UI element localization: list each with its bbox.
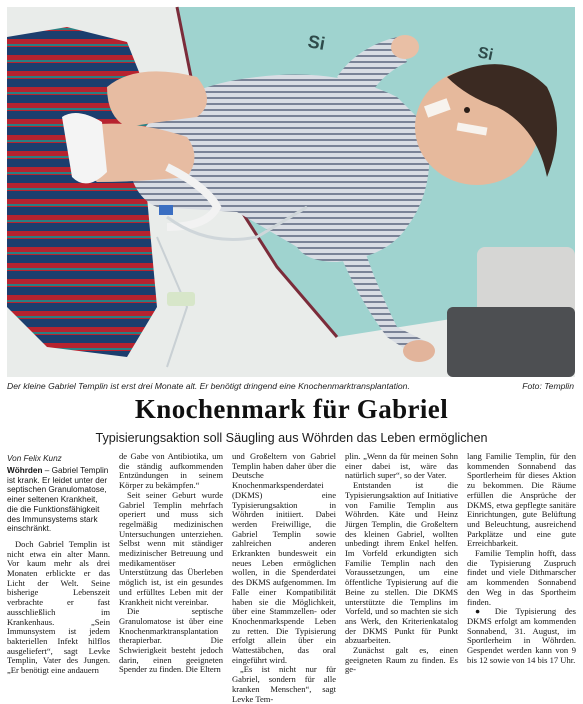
article-column-2: [119, 451, 223, 675]
column-2-paragraph-2: Seit seiner Geburt wurde Gabriel Templin mehrfach operiert und muss sich regelmäßig medizinischen Untersuchungen unterziehen. Selbst wenn mit ständiger medizinischer Betreuung und medikamentöser Unterstützung das Überleben möglich ist, ist ein gesundes und erfülltes Leben mit der Krankheit nicht vereinbar.: [119, 489, 223, 607]
column-3-paragraph-2: „Es ist nicht nur für Gabriel, sondern für alle kranken Menschen“, sagt Levke Tem-: [232, 664, 336, 704]
baby-photo-illustration: [7, 7, 575, 377]
article-column-5: [467, 451, 576, 665]
photo-credit: Foto: Templin: [522, 381, 574, 391]
lead-text: – Gabriel Templin ist krank. Er leidet unter der septischen Granulomatose, einer seltenen Krankheit, die die Funktionsfähigkeit des Immunsystems stark einschränkt.: [7, 466, 109, 534]
column-4-paragraph-3: Zunächst galt es, einen geeigneten Raum zu finden. Es ge-: [345, 645, 458, 675]
column-5-info-box: ● Die Typisierung des DKMS erfolgt am kommenden Sonnabend, 31. August, im Sportlerheim in Wöhrden. Gespendet werden kann von 9 bis 12 sowie von 14 bis 17 Uhr.: [467, 606, 576, 665]
photo-caption: Der kleine Gabriel Templin ist erst drei Monate alt. Er benötigt dringend eine Knochenmarktransplantation.: [7, 381, 410, 391]
lead-place: Wöhrden: [7, 466, 43, 475]
article-column-4: [345, 451, 458, 675]
column-4-paragraph-2: Entstanden ist die Typisierungsaktion auf Initiative von Familie Templin aus Wöhrden. Käte und Heinz Jürgen Templin, die Großeltern des kleinen Gabriel, wollten unbedingt ihrem Enkel helfen. Im Vorfeld erkundigten sich Familie Templin nach den Voraussetzungen, um eine öffentliche Typisierung auf die Beine zu stellen. Die DKMS unterstützte die Templins im Vorfeld, und so machten sie sich ans Werk, den Kriterienkatalog der DKMS Punkt für Punkt abzuarbeiten.: [345, 480, 458, 646]
photo-caption-row: [7, 381, 575, 395]
column-1-paragraph: Doch Gabriel Templin ist nicht etwa ein alter Mann. Vor kaum mehr als drei Monaten erblickte er das Licht der Welt. Seine bisherige Lebenszeit verbrachte er fast ausschließlich im Krankenhaus. „Sein Immunsystem ist jedem bakteriellen Infekt hilflos ausgeliefert“, sagt Levke Templin, Vater des Jungen. „Er benötigt eine andauern: [7, 538, 110, 676]
column-2-paragraph-1: de Gabe von Antibiotika, um die ständig aufkommenden Entzündungen in seinem Körper zu bekämpfen.“: [119, 451, 223, 491]
article-byline: Von Felix Kunz: [7, 454, 62, 463]
svg-text:Si: Si: [306, 31, 327, 54]
article-subheadline: Typisierungsaktion soll Säugling aus Wöhrden das Leben ermöglichen: [95, 431, 488, 445]
article-headline: Knochenmark für Gabriel: [134, 394, 449, 424]
article-column-1: [7, 466, 110, 676]
column-3-paragraph-1: und Großeltern von Gabriel Templin haben daher über die Deutsche Knochenmarkspenderdatei (DKMS) eine Typisierungsaktion in Wöhrden initiiert. Dabei werden Freiwillige, die Gabriel Templin sowie zahlreichen anderen Erkrankten bundesweit ein neues Leben ermöglichen wollen, in die Spenderdatei des DKMS aufgenommen. Im Falle einer Kompatibilität haben sie die Möglichkeit, über eine Stammzellen- oder Knochenmarkspende Leben zu retten. Die Typisierung erfolgt allein über ein Wattestäbchen, das oral eingeführt wird.: [232, 451, 336, 665]
column-5-paragraph-2: Familie Templin hofft, dass die Typisierung Zuspruch findet und viele Dithmarscher am kommenden Sonnabend den Weg in das Sportheim finden.: [467, 548, 576, 607]
article-lead: [7, 466, 110, 534]
column-2-paragraph-3: Die septische Granulomatose ist über eine Knochenmarktransplantation therapierbar. Die Schwierigkeit besteht jedoch darin, einen geeigneten Spender zu finden. Die Eltern: [119, 606, 223, 675]
column-4-paragraph-1: plin. „Wenn da für meinen Sohn einer dabei ist, wäre das natürlich super“, so der Vater.: [345, 451, 458, 481]
column-5-paragraph-1: lang Familie Templin, für den kommenden Sonnabend das Sportlerheim für dieses Aktion zu bekommen. Die Räume erfüllen die Ansprüche der DKMS, etwa gepflegte sanitäre Einrichtungen, gute Belüftung und Beleuchtung, ausreichend Parkplätze und eine gute Erreichbarkeit.: [467, 451, 576, 549]
svg-text:Si: Si: [476, 44, 495, 65]
article-photo: [7, 7, 575, 377]
article-column-3: [232, 451, 336, 704]
